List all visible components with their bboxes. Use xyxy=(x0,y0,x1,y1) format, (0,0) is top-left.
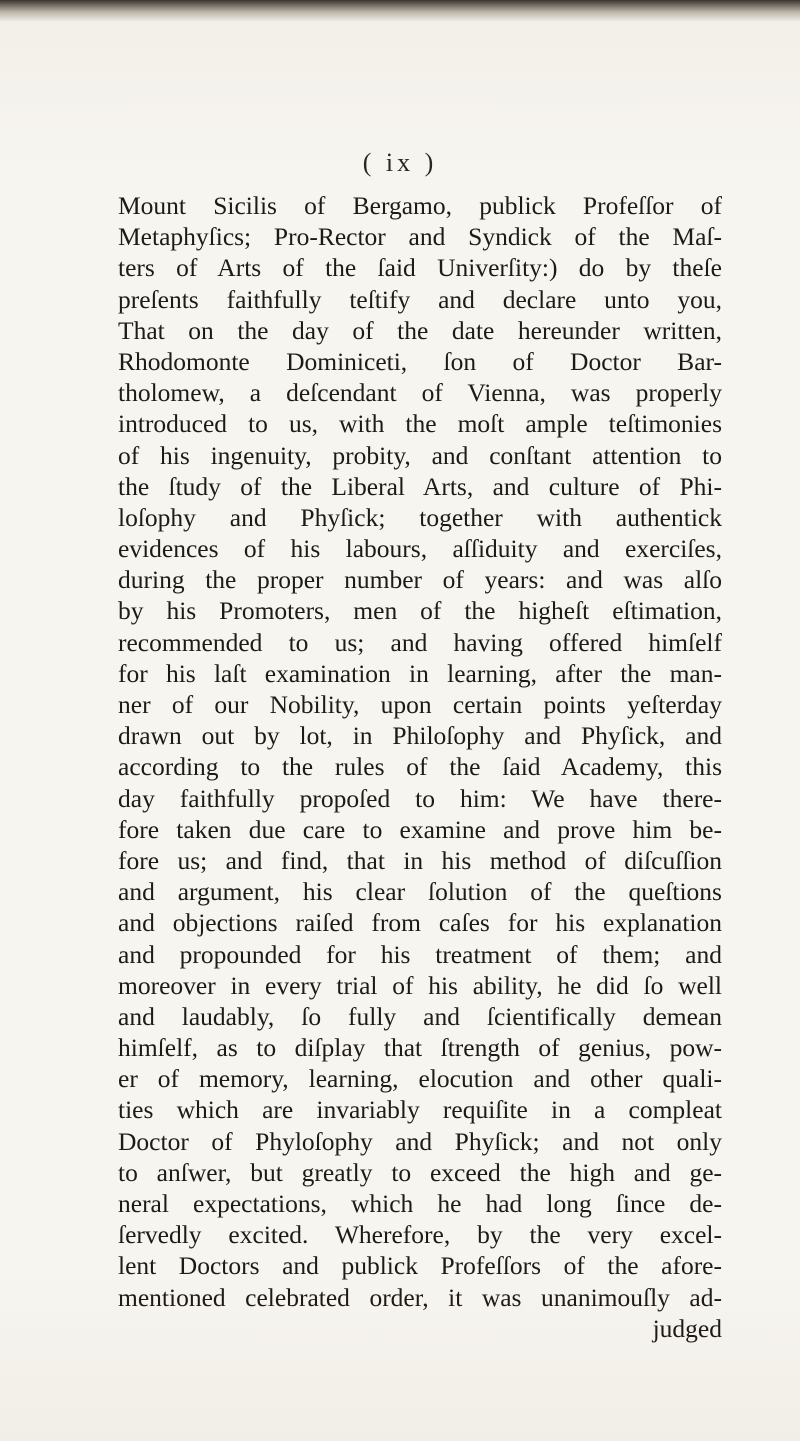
text-line: during the proper number of years: and was alſo xyxy=(118,565,722,595)
text-line: tholomew, a deſcendant of Vienna, was properly xyxy=(118,378,722,408)
text-line: and objections raiſed from caſes for his explanation xyxy=(118,908,722,938)
text-line: ner of our Nobility, upon certain points yeſterday xyxy=(118,690,722,719)
text-line: loſophy and Phyſick; together with authentick xyxy=(118,502,722,532)
text-line: moreover in every trial of his ability, he did ſo well xyxy=(118,970,722,1000)
text-line: evidences of his labours, aſſiduity and exerciſes, xyxy=(118,534,722,564)
text-line: to anſwer, but greatly to exceed the high and ge- xyxy=(118,1157,722,1187)
page-number: ( ix ) xyxy=(362,148,438,177)
body-text xyxy=(118,190,722,1344)
text-line: the ſtudy of the Liberal Arts, and culture of Phi- xyxy=(118,471,722,501)
text-line: ters of Arts of the ſaid Univerſity:) do by theſe xyxy=(118,253,722,283)
text-line: and argument, his clear ſolution of the queſtions xyxy=(118,877,722,907)
text-line: for his laſt examination in learning, after the man- xyxy=(118,658,722,688)
text-line: er of memory, learning, elocution and other quali- xyxy=(118,1064,722,1094)
text-line: recommended to us; and having offered himſelf xyxy=(118,627,722,657)
text-line: preſents faithfully teſtify and declare unto you, xyxy=(118,284,722,314)
text-line: Mount Sicilis of Bergamo, publick Profeſſor of xyxy=(118,191,722,220)
text-line: ſervedly excited. Wherefore, by the very excel- xyxy=(118,1220,722,1250)
text-line: of his ingenuity, probity, and conſtant attention to xyxy=(118,440,722,470)
text-line: Doctor of Phyloſophy and Phyſick; and not only xyxy=(118,1126,722,1156)
text-line: drawn out by lot, in Philoſophy and Phyſick, and xyxy=(118,721,722,751)
text-line: by his Promoters, men of the higheſt eſtimation, xyxy=(118,596,722,626)
text-line: mentioned celebrated order, it was unanimouſly ad- xyxy=(118,1282,722,1312)
page-top-edge xyxy=(0,0,800,22)
text-line: That on the day of the date hereunder written, xyxy=(118,315,722,345)
text-line: lent Doctors and publick Profeſſors of the afore- xyxy=(118,1251,722,1281)
text-line: ties which are invariably requiſite in a compleat xyxy=(118,1095,722,1125)
text-line: fore us; and find, that in his method of diſcuſſion xyxy=(118,845,722,875)
text-line: Metaphyſics; Pro-Rector and Syndick of the Maſ- xyxy=(118,222,722,252)
text-line: neral expectations, which he had long ſince de- xyxy=(118,1189,722,1218)
text-line: Rhodomonte Dominiceti, ſon of Doctor Bar- xyxy=(118,346,722,376)
text-line: day faithfully propoſed to him: We have there- xyxy=(118,783,722,813)
text-line: according to the rules of the ſaid Academy, this xyxy=(118,752,722,782)
text-line: himſelf, as to diſplay that ſtrength of genius, pow- xyxy=(118,1033,722,1063)
text-line: introduced to us, with the moſt ample teſtimonies xyxy=(118,409,722,439)
text-line: and propounded for his treatment of them; and xyxy=(118,939,722,969)
text-line: and laudably, ſo fully and ſcientifically demean xyxy=(118,1001,722,1031)
text-line: fore taken due care to examine and prove him be- xyxy=(118,814,722,844)
catchword: judged xyxy=(652,1313,722,1343)
